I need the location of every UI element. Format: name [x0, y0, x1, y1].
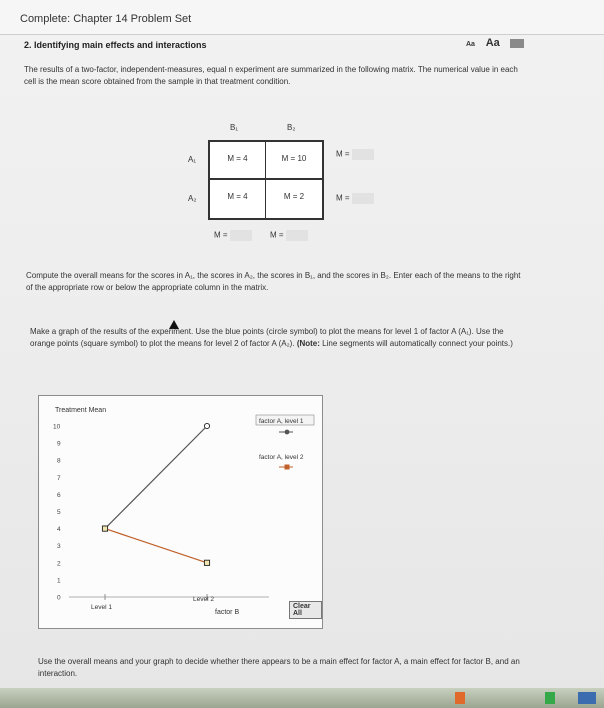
col-header-b1: B₁ — [230, 123, 239, 132]
series-line-2 — [105, 529, 207, 563]
taskbar — [0, 688, 604, 708]
results-matrix — [208, 140, 324, 220]
cell-a1-b1: M = 4 — [210, 142, 266, 180]
problem-title: 2. Identifying main effects and interactions — [24, 40, 207, 50]
row-header-a1: A₁ — [188, 155, 197, 164]
series-line-1 — [105, 426, 207, 529]
series-2-point[interactable] — [204, 560, 209, 565]
x-axis-title: factor B — [215, 609, 240, 616]
note-text: Line segments will automatically connect your points.) — [322, 339, 513, 348]
taskbar-window-icon[interactable] — [578, 692, 596, 704]
row-mean-a2 — [336, 193, 374, 204]
footer-question: Use the overall means and your graph to decide whether there appears to be a main effect for factor A, a main effect for factor B, and an interaction. — [38, 657, 520, 678]
cell-a2-b1: M = 4 — [210, 180, 266, 218]
note-label: (Note: — [296, 339, 320, 348]
y-tick-label: 10 — [53, 423, 61, 431]
x-tick-label: Level 1 — [91, 604, 112, 611]
font-size-controls — [466, 37, 524, 49]
row-mean-a2-input[interactable] — [352, 193, 374, 204]
y-tick-label: 1 — [57, 577, 61, 585]
y-axis-title: Treatment Mean — [55, 407, 107, 414]
series-2-point[interactable] — [102, 526, 107, 531]
graph-canvas[interactable] — [39, 396, 322, 628]
row-mean-a1-input[interactable] — [352, 149, 374, 160]
legend-level1-label: factor A, level 1 — [259, 418, 304, 425]
cell-a1-b2: M = 10 — [266, 142, 322, 180]
col-mean-b1-input[interactable] — [230, 230, 252, 241]
y-tick-label: 8 — [57, 457, 61, 465]
page-title: Complete: Chapter 14 Problem Set — [20, 13, 192, 25]
col-mean-b2-input[interactable] — [286, 230, 308, 241]
y-tick-label: 3 — [57, 543, 61, 551]
y-tick-label: 5 — [57, 509, 61, 516]
col-mean-b1-label: M = — [214, 230, 228, 240]
row-mean-a1 — [336, 149, 374, 160]
y-tick-label: 9 — [57, 440, 61, 448]
intro-text: The results of a two-factor, independent-measures, equal n experiment are summarized in the following matrix. The numerical value in each cell is the mean score obtained from the sample in that treatment condition. — [24, 65, 518, 86]
col-mean-b1 — [214, 230, 252, 241]
y-tick-label: 2 — [57, 560, 61, 568]
col-mean-b2-label: M = — [270, 230, 284, 240]
y-tick-label: 0 — [57, 594, 61, 602]
graph-instructions — [30, 326, 516, 350]
legend-level2-square-icon[interactable] — [285, 465, 290, 470]
taskbar-app-icon[interactable] — [455, 692, 465, 704]
graph-instructions-text: Make a graph of the results of the experiment. Use the blue points (circle symbol) to plot the means for level 1 of factor A (A₁). Use the orange points (square symbol) to plot the means for level 2 of factor A (A₂). — [30, 327, 504, 348]
series-1-point[interactable] — [204, 423, 209, 428]
x-tick-label: Level 2 — [193, 596, 214, 603]
interactive-graph[interactable] — [38, 395, 323, 629]
row-header-a2: A₂ — [188, 194, 197, 203]
compute-instructions: Compute the overall means for the scores in A₁, the scores in A₂, the scores in B₁, and the scores in B₂. Enter each of the means to the right of the appropriate row or below the appropriate column in the matrix. — [26, 271, 521, 292]
increase-font-button[interactable]: Aa — [485, 37, 500, 49]
y-tick-label: 4 — [57, 526, 61, 534]
calculator-icon[interactable] — [510, 39, 524, 48]
legend-level2-label: factor A, level 2 — [259, 454, 304, 461]
y-tick-label: 6 — [57, 491, 61, 499]
col-mean-b2 — [270, 230, 308, 241]
col-header-b2: B₂ — [287, 123, 296, 132]
row-mean-a1-label: M = — [336, 149, 350, 159]
y-tick-label: 7 — [57, 474, 61, 482]
taskbar-chart-icon[interactable] — [545, 692, 555, 704]
legend-level1-circle-icon[interactable] — [285, 430, 290, 435]
cell-a2-b2: M = 2 — [283, 192, 305, 201]
header-bar — [0, 0, 604, 35]
clear-all-button[interactable]: Clear All — [289, 601, 322, 619]
row-mean-a2-label: M = — [336, 193, 350, 203]
decrease-font-button[interactable]: Aa — [466, 41, 475, 48]
